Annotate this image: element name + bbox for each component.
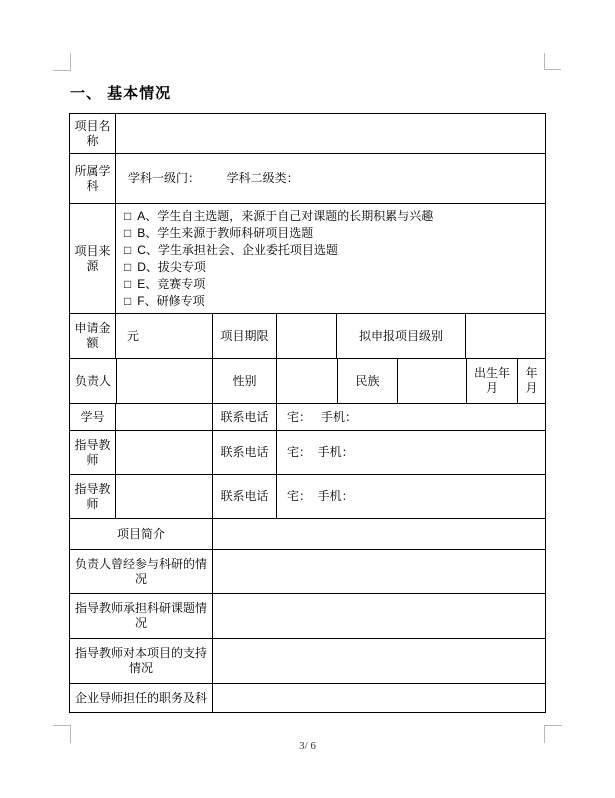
advisor-name-value[interactable] [116, 475, 213, 518]
birth-date-unit: 年月 [525, 366, 538, 395]
margin-crop-mark-top-right [544, 53, 561, 70]
option-label: E、竞赛专项 [137, 276, 206, 291]
advisor-label: 指导教师 [70, 431, 116, 474]
project-level-label: 拟申报项目级别 [337, 314, 466, 358]
contact-phone-value[interactable]: 宅： 手机： [287, 409, 358, 424]
contact-phone-label: 联系电话 [213, 431, 277, 474]
gender-label: 性别 [213, 359, 277, 403]
student-id-label: 学号 [70, 404, 116, 430]
project-name-label: 项目名称 [70, 114, 116, 153]
row-advisor-1 [70, 431, 545, 475]
source-option-b[interactable] [124, 225, 313, 242]
advisor-label: 指导教师 [70, 475, 116, 518]
leader-name-value[interactable] [117, 359, 213, 403]
summary-label: 项目简介 [70, 519, 213, 549]
funding-label: 申请金额 [70, 314, 116, 358]
margin-crop-mark-top-left [53, 53, 71, 71]
contact-phone-value[interactable]: 宅： 手机： [287, 445, 354, 459]
leader-research-label: 负责人曾经参与科研的情况 [70, 550, 213, 593]
advisor-support-value[interactable] [213, 639, 545, 683]
source-option-f[interactable] [124, 293, 205, 310]
advisor-research-value[interactable] [213, 594, 545, 638]
ethnicity-value[interactable] [398, 359, 467, 403]
row-leader-research [70, 550, 545, 594]
source-option-e[interactable] [124, 276, 205, 293]
birth-date-label: 出生年月 [467, 359, 518, 403]
project-period-value[interactable] [277, 314, 337, 358]
checkbox-icon[interactable]: □ [124, 259, 132, 274]
project-source-label: 项目来源 [70, 204, 116, 313]
row-corporate-mentor [70, 684, 545, 712]
option-label: C、学生承担社会、企业委托项目选题 [137, 242, 338, 257]
summary-value[interactable] [213, 519, 545, 549]
source-option-d[interactable] [124, 259, 206, 276]
project-name-value[interactable] [116, 114, 545, 153]
corporate-mentor-value[interactable] [213, 684, 545, 712]
option-label: D、拔尖专项 [137, 259, 206, 274]
checkbox-icon[interactable]: □ [124, 208, 132, 223]
ethnicity-label: 民族 [338, 359, 398, 403]
row-summary [70, 519, 545, 550]
row-discipline [70, 154, 545, 204]
project-period-label: 项目期限 [213, 314, 277, 358]
discipline-value[interactable]: 学科一级门： 学科二级类： [128, 171, 299, 185]
checkbox-icon[interactable]: □ [124, 293, 132, 308]
contact-phone-label: 联系电话 [213, 404, 277, 430]
discipline-label: 所属学科 [70, 154, 116, 203]
row-leader [70, 359, 545, 404]
row-project-source [70, 204, 545, 314]
advisor-support-label: 指导教师对本项目的支持情况 [70, 639, 213, 683]
funding-amount-value[interactable]: 元 [116, 314, 213, 358]
row-advisor-research [70, 594, 545, 639]
advisor-research-label: 指导教师承担科研课题情况 [70, 594, 213, 638]
student-id-value[interactable] [116, 404, 213, 430]
row-project-name [70, 114, 545, 154]
leader-label: 负责人 [70, 359, 117, 403]
section-heading: 一、 基本情况 [70, 85, 172, 102]
contact-phone-value[interactable]: 宅： 手机： [287, 489, 354, 503]
row-funding [70, 314, 545, 359]
page-number: 3/ 6 [299, 740, 316, 752]
option-label: B、学生来源于教师科研项目选题 [137, 225, 314, 240]
row-advisor-support [70, 639, 545, 684]
checkbox-icon[interactable]: □ [124, 242, 132, 257]
source-option-a[interactable] [124, 208, 433, 225]
advisor-name-value[interactable] [116, 431, 213, 474]
basic-info-table [69, 113, 546, 713]
row-student-id [70, 404, 545, 431]
project-level-value[interactable] [466, 314, 545, 358]
checkbox-icon[interactable]: □ [124, 225, 132, 240]
contact-phone-label: 联系电话 [213, 475, 277, 518]
project-source-options [116, 204, 545, 313]
option-label: A、学生自主选题，来源于自己对课题的长期积累与兴趣 [137, 208, 434, 223]
row-advisor-2 [70, 475, 545, 519]
corporate-mentor-label: 企业导师担任的职务及科 [70, 684, 213, 712]
leader-research-value[interactable] [213, 550, 545, 593]
gender-value[interactable] [277, 359, 338, 403]
option-label: F、研修专项 [137, 293, 205, 308]
source-option-c[interactable] [124, 242, 338, 259]
checkbox-icon[interactable]: □ [124, 276, 132, 291]
